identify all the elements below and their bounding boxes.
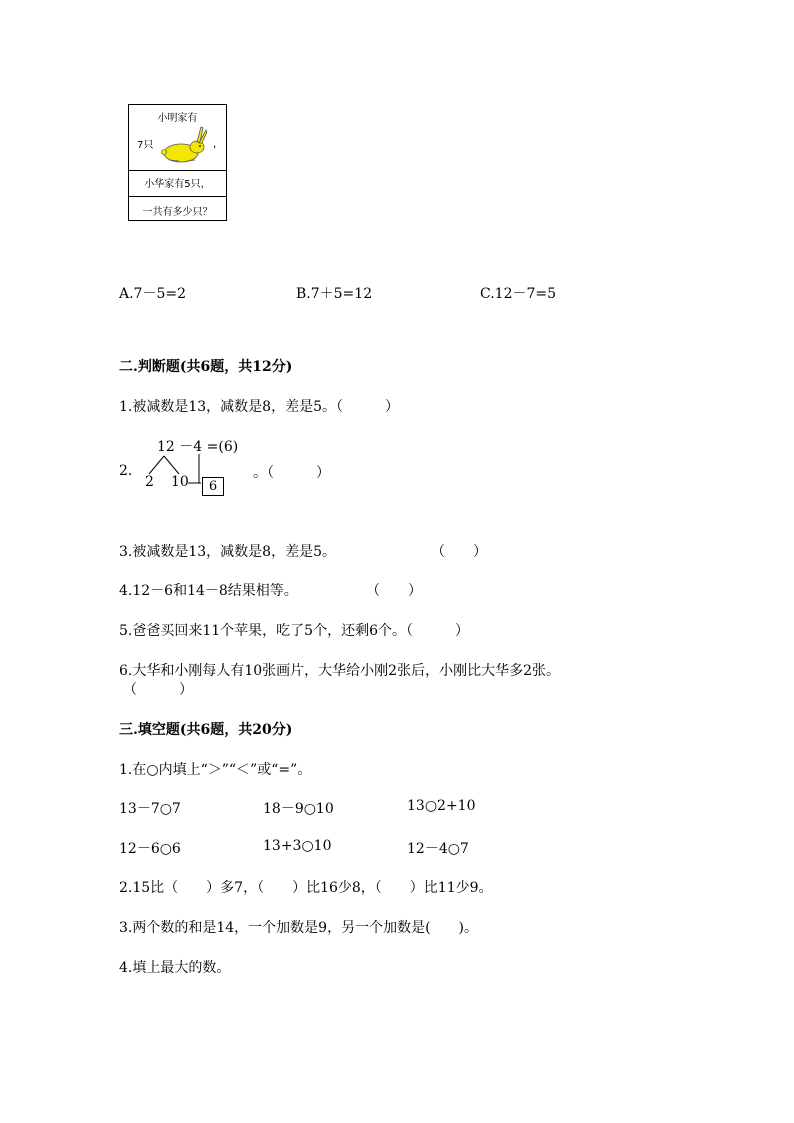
compare-item: 12－4○7: [407, 841, 469, 857]
judgement-q2-equation: 12 －4 =(6): [157, 439, 239, 455]
option-b: B.7＋5=12: [296, 286, 373, 302]
fill-q1: 1.在○内填上“＞”“＜”或“=”。: [119, 762, 312, 778]
judgement-q4: 4.12－6和14－8结果相等。: [119, 583, 298, 599]
picture-divider: [129, 196, 226, 197]
picture-line-1: 小明家有: [157, 113, 198, 124]
judgement-q3: 3.被减数是13，减数是8，差是5。: [119, 544, 336, 560]
split-left-value: 2: [145, 474, 154, 490]
fill-q3: 3.两个数的和是14，一个加数是9，另一个加数是( )。: [119, 920, 479, 936]
compare-item: 12－6○6: [119, 841, 181, 857]
answer-box: 6: [202, 477, 224, 496]
judgement-q3-paren: （ ）: [431, 544, 487, 560]
fill-q2: 2.15比（ ）多7，（ ）比16少8，（ ）比11少9。: [119, 880, 493, 896]
option-c: C.12－7=5: [480, 286, 557, 302]
compare-item: 13+3○10: [263, 838, 332, 854]
picture-line-2-count: 7只: [137, 140, 154, 151]
judgement-q4-paren: （ ）: [366, 583, 422, 599]
compare-item: 18－9○10: [263, 801, 334, 817]
picture-line-3: 小华家有5只，: [144, 179, 211, 190]
picture-problem-box: [128, 104, 227, 221]
picture-line-2-comma: ，: [213, 139, 223, 150]
section-3-heading: 三.填空题(共6题，共20分): [119, 722, 293, 738]
rabbit-illustration: [159, 125, 211, 165]
picture-line-4: 一共有多少只？: [142, 207, 213, 218]
fill-q4: 4.填上最大的数。: [119, 960, 231, 976]
judgement-q5: 5.爸爸买回来11个苹果，吃了5个，还剩6个。（ ）: [119, 623, 469, 639]
compare-item: 13○2+10: [407, 798, 476, 814]
judgement-q6-paren: （ ）: [123, 682, 193, 698]
option-a: A.7－5=2: [119, 286, 187, 302]
judgement-q6: 6.大华和小刚每人有10张画片，大华给小刚2张后，小刚比大华多2张。: [119, 663, 560, 679]
section-2-heading: 二.判断题(共6题，共12分): [119, 359, 293, 375]
judgement-q2-number: 2.: [119, 463, 133, 479]
split-right-value: 10: [171, 474, 189, 490]
compare-item: 13－7○7: [119, 801, 181, 817]
picture-divider: [129, 170, 226, 171]
judgement-q1: 1.被减数是13，减数是8，差是5。（ ）: [119, 399, 399, 415]
judgement-q2-paren: 。（ ）: [253, 465, 330, 481]
